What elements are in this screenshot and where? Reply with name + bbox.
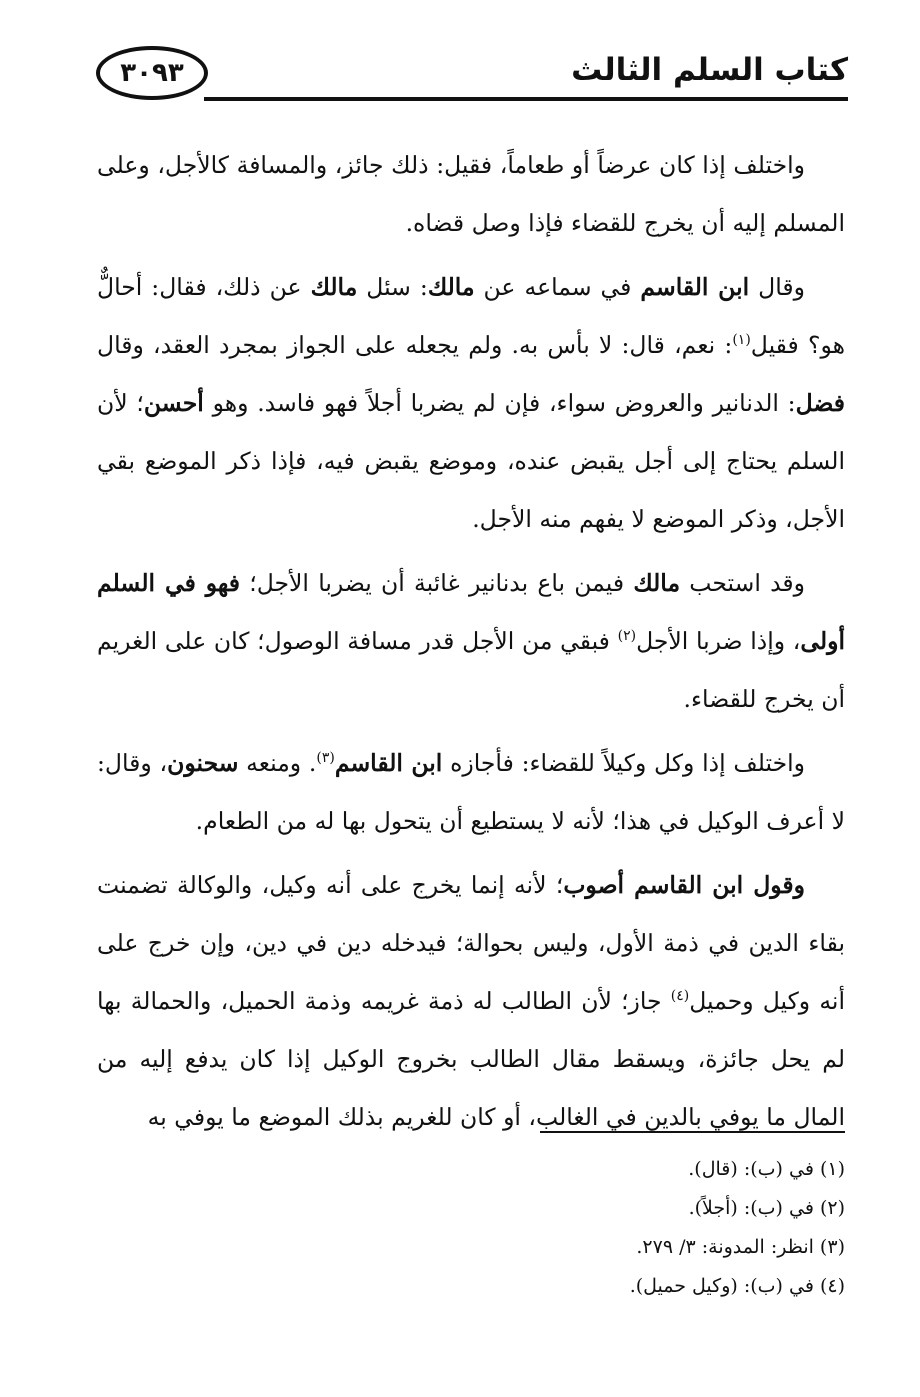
page-header [96, 44, 848, 108]
footnote-ref[interactable]: (١) [732, 332, 751, 349]
header-rule [204, 97, 848, 101]
footnote: (٢) في (ب): (أجلاً). [688, 1197, 845, 1219]
text-run: عن ذلك، فقال: أحالٌّ هو؟ فقيل [97, 273, 845, 359]
footnote-ref[interactable]: (٢) [617, 628, 637, 645]
text-run: . ومنعه [238, 749, 317, 777]
footnote-ref[interactable]: (٤) [670, 988, 690, 1005]
text-run: في سماعه عن [474, 273, 641, 301]
footnote: (٤) في (ب): (وكيل حميل). [629, 1275, 845, 1297]
bold-name: سحنون [167, 749, 239, 777]
text-run: واختلف إذا وكل وكيلاً للقضاء: فأجازه [442, 749, 805, 777]
paragraph [97, 554, 845, 728]
body-text [97, 136, 845, 1152]
bold-name: ابن القاسم [640, 273, 750, 301]
text-run: جاز؛ لأن الطالب له ذمة غريمه وذمة الحميل، والحمالة بها لم يحل جائزة، ويسقط مقال الطالب بخروج الوكيل إذا كان يدفع إليه من المال ما يوفي بالدين في الغالب، أو كان للغريم بذلك الموضع ما يوفي به [97, 987, 845, 1131]
bold-term: أحسن [143, 389, 204, 417]
bold-name: ابن القاسم [334, 749, 443, 777]
page-number-badge [96, 46, 208, 100]
paragraph [97, 856, 845, 1146]
bold-term: فهو في السلم أولى [97, 569, 846, 655]
footnote: (١) في (ب): (قال). [688, 1158, 845, 1180]
text-run: ، وقال: لا أعرف الوكيل في هذا؛ لأنه لا يستطيع أن يتحول بها له من الطعام. [97, 749, 845, 835]
footnote: (٣) انظر: المدونة: ٣/ ٢٧٩. [636, 1236, 845, 1258]
text-run: ، وإذا ضربا الأجل [636, 627, 801, 655]
footnote-ref[interactable]: (٣) [316, 750, 335, 767]
text-run: : الدنانير والعروض سواء، فإن لم يضربا أجلاً فهو فاسد. وهو [203, 389, 796, 417]
bold-name: مالك [633, 569, 681, 597]
bold-name: مالك [310, 273, 358, 301]
footnote-rule [540, 1131, 845, 1133]
text-run: فيمن باع بدنانير غائبة أن يضربا الأجل؛ [240, 569, 634, 597]
text-run: فبقي من الأجل قدر مسافة الوصول؛ كان على الغريم أن يخرج للقضاء. [97, 627, 845, 713]
page-number: ٣٠٩٣ [120, 58, 184, 88]
text-run: ؛ لأنه إنما يخرج على أنه وكيل، والوكالة تضمنت بقاء الدين في ذمة الأول، وليس بحوالة؛ فيدخله دين في دين، وإن خرج على أنه وكيل وحميل [97, 871, 845, 1015]
text-run: ؛ لأن السلم يحتاج إلى أجل يقبض عنده، وموضع يقبض فيه، فإذا ذكر الموضع بقي الأجل، وذكر الموضع لا يفهم منه الأجل. [97, 389, 845, 533]
bold-name: مالك [427, 273, 475, 301]
text-run: : سئل [357, 273, 428, 301]
bold-term: وقول ابن القاسم أصوب [563, 871, 805, 899]
text-run: : نعم، قال: لا بأس به. ولم يجعله على الجواز بمجرد العقد، وقال [97, 331, 733, 359]
text-run: وقال [749, 273, 805, 301]
text-run: وقد استحب [680, 569, 805, 597]
bold-name: فضل [795, 389, 845, 417]
book-title: كتاب السلم الثالث [571, 52, 848, 88]
paragraph [97, 258, 845, 548]
paragraph [97, 734, 845, 850]
text-run: واختلف إذا كان عرضاً أو طعاماً، فقيل: ذلك جائز، والمسافة كالأجل، وعلى المسلم إليه أن يخرج للقضاء فإذا وصل قضاه. [97, 151, 845, 237]
paragraph [97, 136, 845, 252]
footnotes [345, 1150, 845, 1306]
